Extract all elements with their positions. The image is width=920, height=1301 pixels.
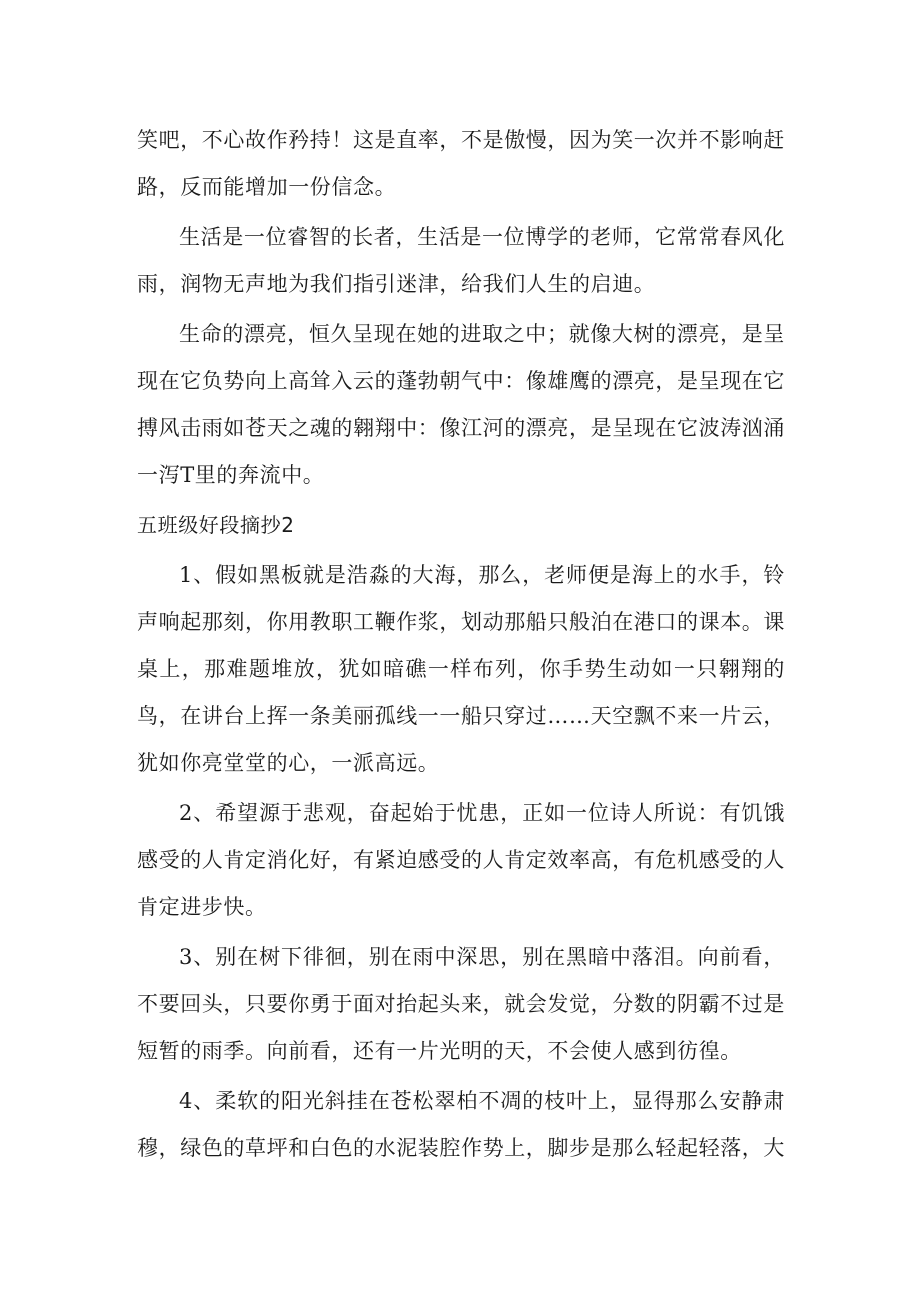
paragraph-item-4: 4、柔软的阳光斜挂在苍松翠柏不凋的枝叶上，显得那么安静肃穆，绿色的草坪和白色的水泥装腔作势上，脚步是那么轻起轻落，大 — [137, 1089, 785, 1160]
paragraph-life-beauty: 生命的漂亮，恒久呈现在她的进取之中；就像大树的漂亮，是呈现在它负势向上高耸入云的蓬勃朝气中：像雄鹰的漂亮，是呈现在它搏风击雨如苍天之魂的翱翔中：像江河的漂亮，是呈现在它波涛汹涌一泻T里的奔流中。 — [137, 322, 785, 487]
paragraph-laugh: 笑吧，不心故作矜持！这是直率，不是傲慢，因为笑一次并不影响赶路，反而能增加一份信念。 — [137, 128, 785, 199]
paragraph-item-2: 2、希望源于悲观，奋起始于忧患，正如一位诗人所说：有饥饿感受的人肯定消化好，有紧迫感受的人肯定效率高，有危机感受的人肯定进步快。 — [137, 801, 785, 919]
paragraph-item-1: 1、假如黑板就是浩淼的大海，那么，老师便是海上的水手，铃声响起那刻，你用教职工鞭作浆，划动那船只般泊在港口的课本。课桌上，那难题堆放，犹如暗礁一样布列，你手势生动如一只翱翔的鸟，在讲台上挥一条美丽孤线一一船只穿过……天空飘不来一片云，犹如你亮堂堂的心，一派高远。 — [137, 563, 785, 775]
paragraph-life-elder: 生活是一位睿智的长者，生活是一位博学的老师，它常常春风化雨，润物无声地为我们指引迷津，给我们人生的启迪。 — [137, 225, 785, 296]
document-body — [137, 117, 785, 1175]
section-title: 五班级好段摘抄2 — [137, 513, 295, 537]
paragraph-item-3: 3、别在树下徘徊，别在雨中深思，别在黑暗中落泪。向前看，不要回头，只要你勇于面对抬起头来，就会发觉，分数的阴霸不过是短暂的雨季。向前看，还有一片光明的天，不会使人感到彷徨。 — [137, 945, 785, 1063]
